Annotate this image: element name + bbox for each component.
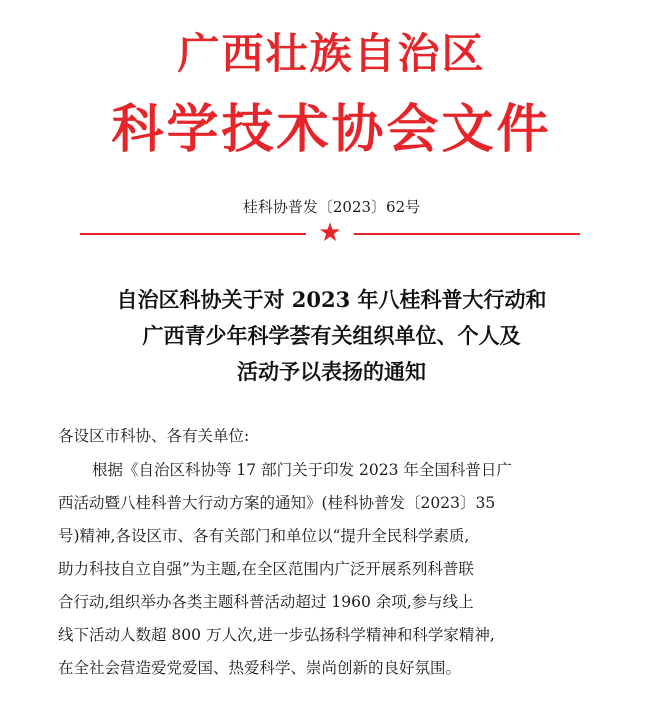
salutation: 各设区市科协、各有关单位: [58,427,250,445]
notice-title-line-1: 自治区科协关于对 2023 年八桂科普大行动和 [116,287,547,312]
issuer-name-line-1: 广西壮族自治区 [177,29,486,78]
divider-rule-left [80,233,306,235]
notice-title-line-2: 广西青少年科学荟有关组织单位、个人及 [142,323,521,348]
document-number: 桂科协普发〔2023〕62号 [242,198,421,216]
body-line: 号)精神,各设区市、各有关部门和单位以“提升全民科学素质, [58,527,470,545]
body-line: 西活动暨八桂科普大行动方案的通知》(桂科协普发〔2023〕35 [58,494,496,512]
divider-rule-right [354,233,580,235]
body-line: 助力科技自立自强”为主题,在全区范围内广泛开展系列科普联 [58,560,474,578]
body-line: 根据《自治区科协等 17 部门关于印发 2023 年全国科普日广 [92,461,512,479]
body-line: 线下活动人数超 800 万人次,进一步弘扬科学精神和科学家精神, [58,626,495,644]
issuer-name-line-2: 科学技术协会文件 [111,99,552,160]
red-star-icon: ★ [318,218,342,248]
red-divider [80,218,580,248]
body-line: 在全社会营造爱党爱国、热爱科学、崇尚创新的良好氛围。 [58,659,462,677]
body-line: 合行动,组织举办各类主题科普活动超过 1960 余项,参与线上 [58,593,474,611]
notice-title-line-3: 活动予以表扬的通知 [237,359,426,384]
